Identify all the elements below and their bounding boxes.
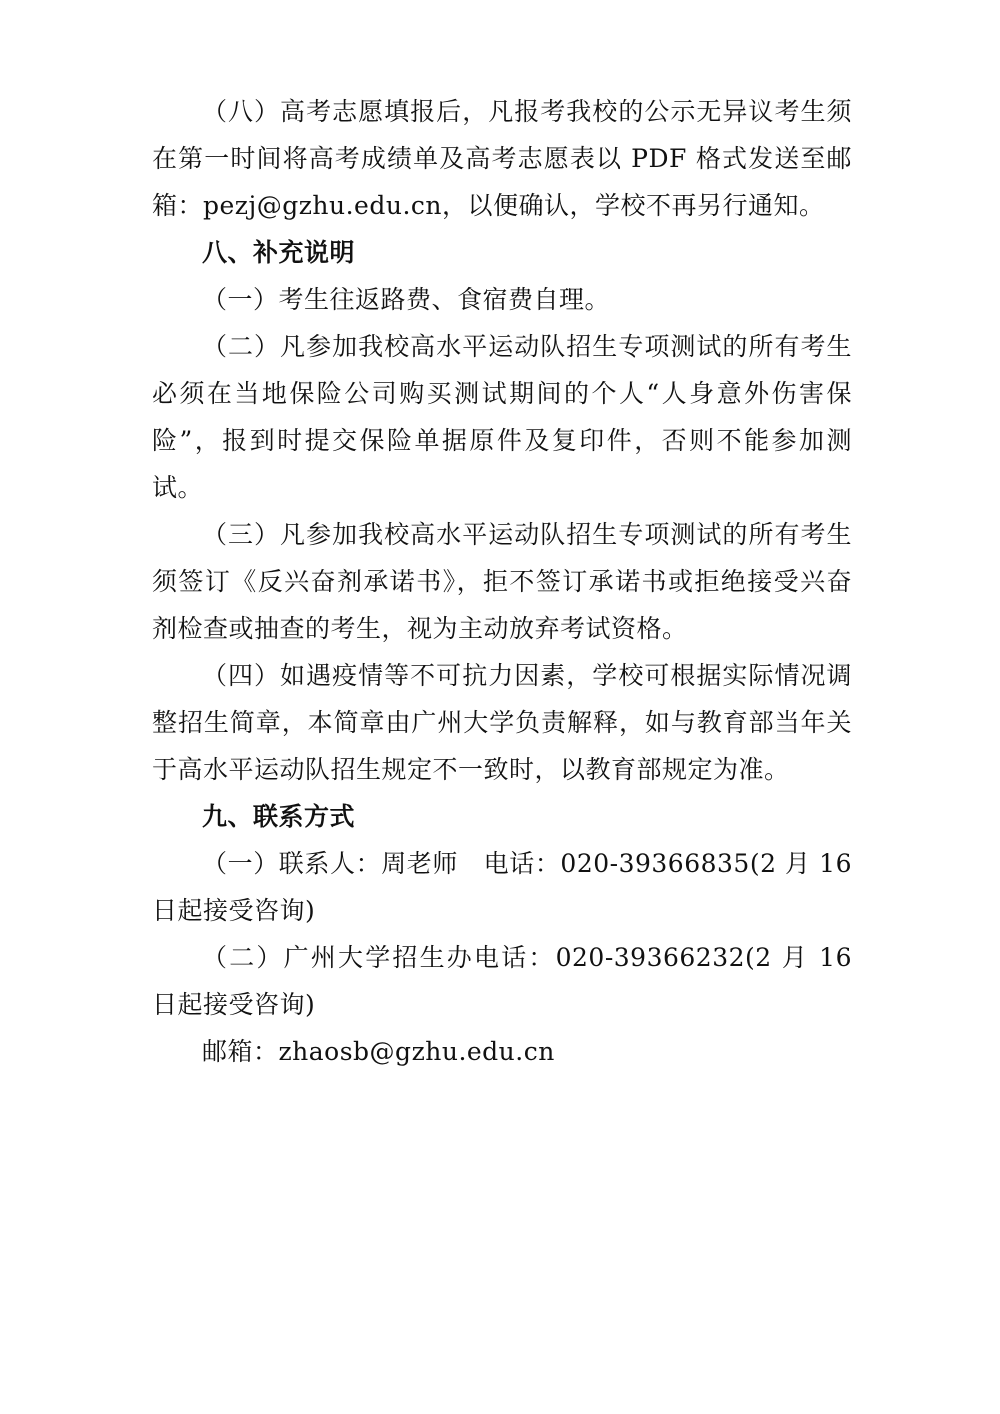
contact-email: 邮箱：zhaosb@gzhu.edu.cn bbox=[202, 1037, 555, 1066]
supplement-item-4: （四）如遇疫情等不可抗力因素，学校可根据实际情况调整招生简章，本简章由广州大学负责解释，如与教育部当年关于高水平运动队招生规定不一致时，以教育部规定为准。 bbox=[152, 661, 852, 784]
section-heading-contact: 九、联系方式 bbox=[202, 802, 356, 831]
supplement-item-2: （二）凡参加我校高水平运动队招生专项测试的所有考生必须在当地保险公司购买测试期间的个人“人身意外伤害保险”，报到时提交保险单据原件及复印件，否则不能参加测试。 bbox=[152, 332, 852, 502]
contact-item-2: （二）广州大学招生办电话：020-39366232(2 月 16 日起接受咨询) bbox=[152, 943, 852, 1019]
section-heading-supplement: 八、补充说明 bbox=[202, 238, 356, 267]
contact-item-1: （一）联系人：周老师 电话：020-39366835(2 月 16 日起接受咨询) bbox=[152, 849, 852, 925]
supplement-item-1: （一）考生往返路费、食宿费自理。 bbox=[202, 285, 611, 314]
document-body bbox=[152, 88, 852, 1075]
paragraph-item-8: （八）高考志愿填报后，凡报考我校的公示无异议考生须在第一时间将高考成绩单及高考志愿表以 PDF 格式发送至邮箱：pezj@gzhu.edu.cn，以便确认，学校不再另行通知。 bbox=[152, 97, 852, 220]
supplement-item-3: （三）凡参加我校高水平运动队招生专项测试的所有考生须签订《反兴奋剂承诺书》，拒不签订承诺书或拒绝接受兴奋剂检查或抽查的考生，视为主动放弃考试资格。 bbox=[152, 520, 852, 643]
